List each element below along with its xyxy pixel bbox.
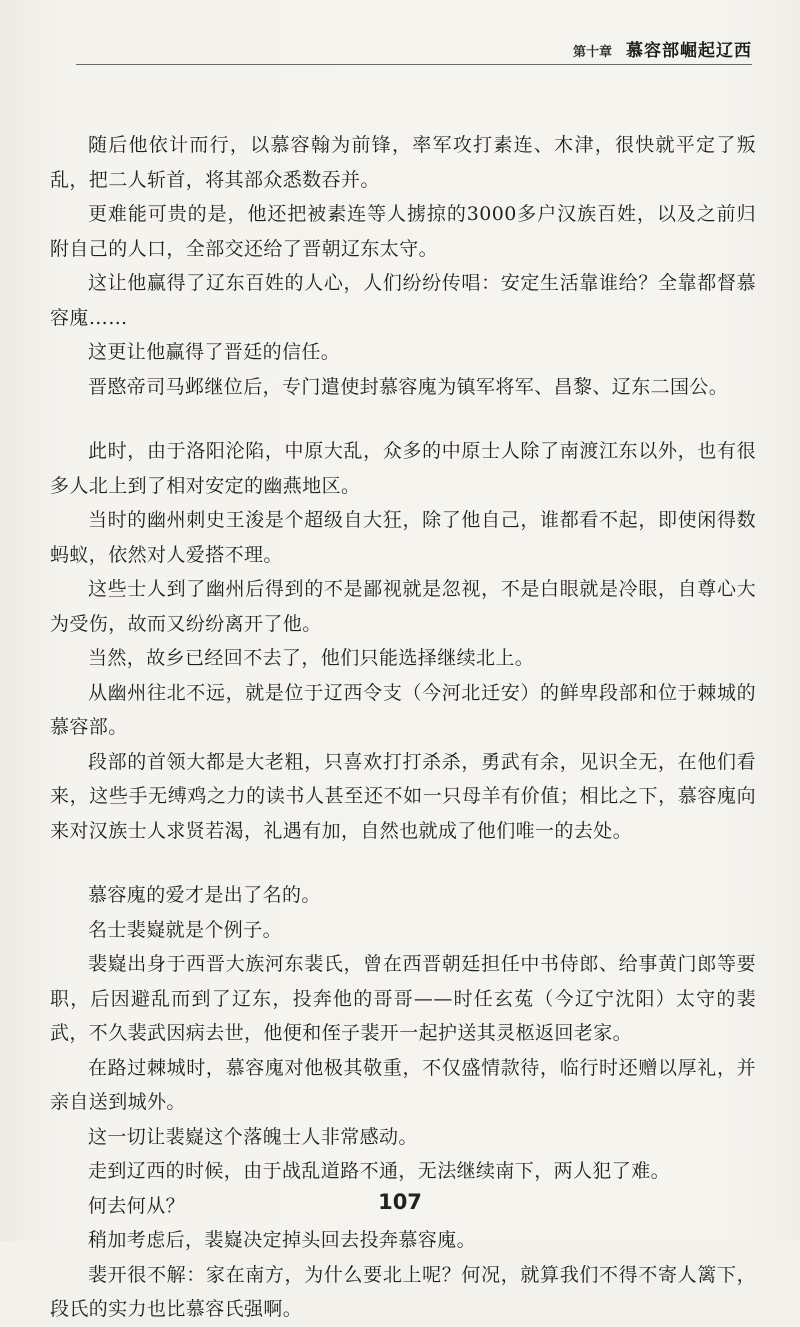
paragraph: 稍加考虑后，裴嶷决定掉头回去投奔慕容廆。 — [88, 1229, 477, 1251]
page-number: 107 — [378, 1190, 422, 1214]
paragraph: 晋愍帝司马邺继位后，专门遣使封慕容廆为镇军将军、昌黎、辽东二国公。 — [88, 375, 729, 398]
paragraph: 在路过棘城时，慕容廆对他极其敬重，不仅盛情款待，临行时还赠以厚礼，并亲自送到城外。 — [50, 1056, 756, 1113]
paragraph: 从幽州往北不远，就是位于辽西令支（今河北迁安）的鲜卑段部和位于棘城的慕容部。 — [50, 681, 756, 738]
paragraph: 段部的首领大都是大老粗，只喜欢打打杀杀，勇武有余，见识全无，在他们看来，这些手无缚鸡之力的读书人甚至还不如一只母羊有价值；相比之下，慕容廆向来对汉族士人求贤若渴，礼遇有加，自然也就成了他们唯一的去处。 — [50, 750, 756, 842]
paragraph: 这让他赢得了辽东百姓的人心，人们纷纷传唱：安定生活靠谁给？全靠都督慕容廆…… — [50, 272, 756, 329]
paragraph: 裴嶷出身于西晋大族河东裴氏，曾在西晋朝廷担任中书侍郎、给事黄门郎等要职，后因避乱而到了辽东，投奔他的哥哥——时任玄菟（今辽宁沈阳）太守的裴武，不久裴武因病去世，他便和侄子裴开一起护送其灵柩返回老家。 — [50, 953, 756, 1044]
header-rule — [76, 64, 752, 65]
paragraph: 这一切让裴嶷这个落魄士人非常感动。 — [88, 1125, 418, 1148]
section-gap — [50, 848, 756, 878]
paragraph: 慕容廆的爱才是出了名的。 — [88, 884, 321, 906]
paragraph: 这些士人到了幽州后得到的不是鄙视就是忽视，不是白眼就是冷眼，自尊心大为受伤，故而又纷纷离开了他。 — [50, 578, 756, 635]
paragraph: 何去何从？ — [88, 1194, 186, 1217]
paragraph: 走到辽西的时候，由于战乱道路不通，无法继续南下，两人犯了难。 — [88, 1160, 671, 1182]
paragraph: 此时，由于洛阳沦陷，中原大乱，众多的中原士人除了南渡江东以外，也有很多人北上到了相对安定的幽燕地区。 — [50, 440, 756, 497]
chapter-label: 第十章 — [572, 45, 612, 60]
chapter-title: 慕容部崛起辽西 — [626, 41, 752, 61]
paragraph: 当然，故乡已经回不去了，他们只能选择继续北上。 — [88, 647, 535, 669]
paragraph: 裴开很不解：家在南方，为什么要北上呢？何况，就算我们不得不寄人篱下，段氏的实力也比慕容氏强啊。 — [50, 1263, 756, 1320]
paragraph: 这更让他赢得了晋廷的信任。 — [88, 341, 341, 363]
paragraph: 名士裴嶷就是个例子。 — [88, 918, 283, 941]
body-text — [50, 128, 756, 1327]
paragraph: 更难能可贵的是，他还把被素连等人掳掠的3000多户汉族百姓，以及之前归附自己的人口，全部交还给了晋朝辽东太守。 — [50, 203, 756, 260]
paragraph: 当时的幽州刺史王浚是个超级自大狂，除了他自己，谁都看不起，即使闲得数蚂蚁，依然对人爱搭不理。 — [50, 509, 756, 566]
running-head — [573, 36, 752, 61]
paragraph: 随后他依计而行，以慕容翰为前锋，率军攻打素连、木津，很快就平定了叛乱，把二人斩首，将其部众悉数吞并。 — [50, 134, 756, 191]
section-gap — [50, 404, 756, 434]
